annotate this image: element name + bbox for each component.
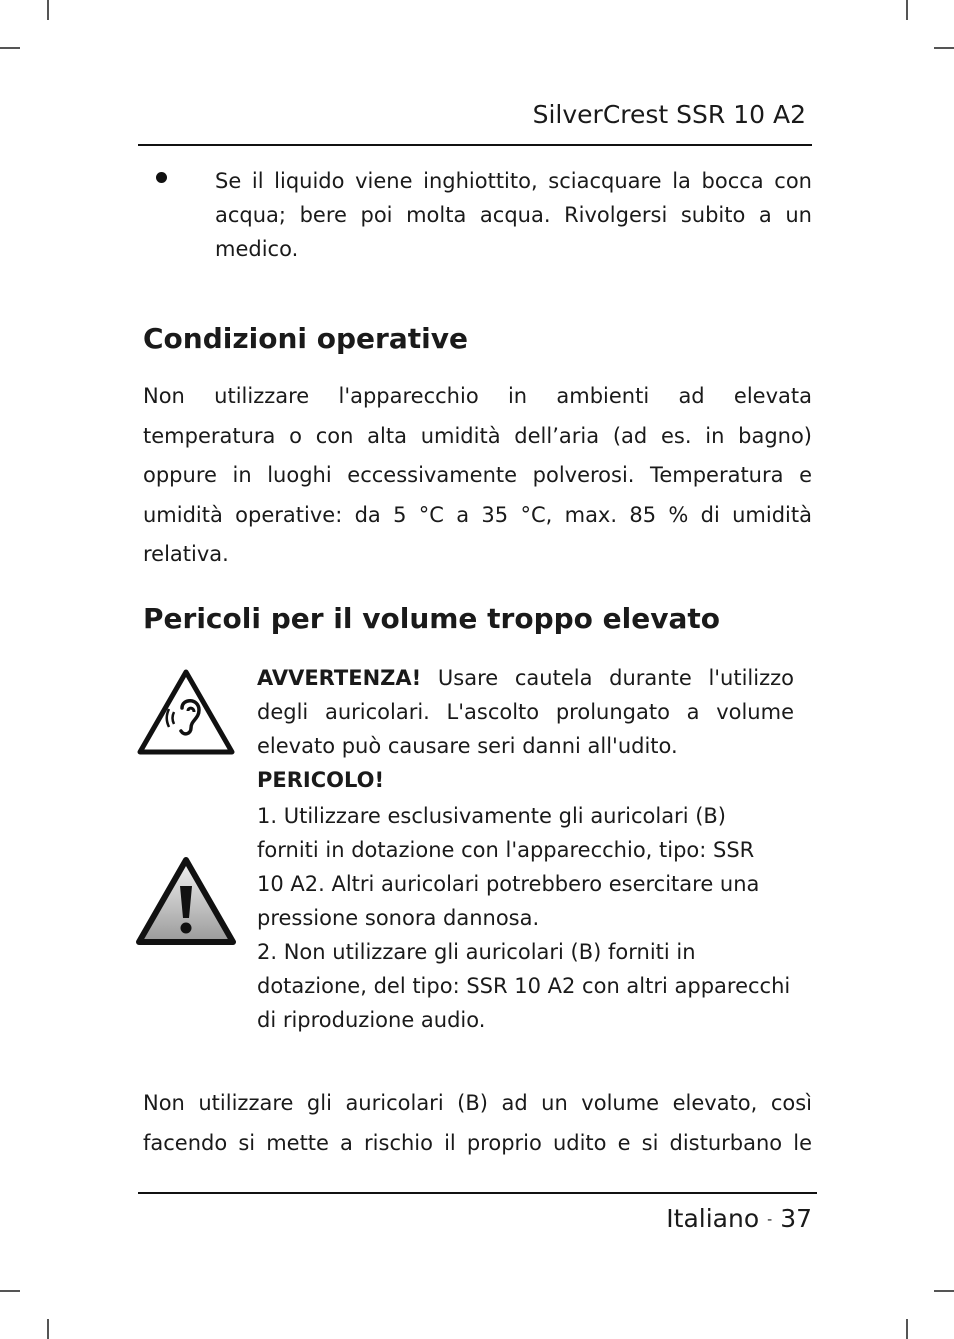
footer-rule [138,1192,817,1194]
bullet-text: Se il liquido viene inghiottito, sciacquare la bocca con acqua; bere poi molta acqua. Rivolgersi subito a un medico. [215,169,812,261]
warning-label: AVVERTENZA! [257,666,422,690]
warning-text: Usare cautela durante l'utilizzo degli auricolari. L'ascolto prolungato a volume elevato può causare seri danni all'udito. [257,666,794,758]
section-heading-conditions: Condizioni operative [143,322,468,355]
crop-mark [906,0,908,20]
crop-mark [0,47,20,49]
footer-language: Italiano [666,1204,760,1233]
footer-separator: - [767,1212,773,1228]
header-rule [138,144,812,146]
danger-label: PERICOLO! [257,768,385,792]
warning-block [257,661,794,763]
danger-item-2: 2. Non utilizzare gli auricolari (B) forniti in dotazione, del tipo: SSR 10 A2 con altri apparecchi di riproduzione audio. [257,940,791,1032]
crop-mark [906,1319,908,1339]
crop-mark [934,1290,954,1292]
bullet-dot [156,172,167,183]
footer [560,1204,812,1233]
danger-item-1: 1. Utilizzare esclusivamente gli auricolari (B) forniti in dotazione con l'apparecchio, tipo: SSR 10 A2. Altri auricolari potrebbero esercitare una pressione sonora dannosa. [257,804,760,930]
ear-warning-icon [137,668,235,756]
crop-mark [47,0,49,20]
crop-mark [0,1290,20,1292]
conditions-paragraph: Non utilizzare l'apparecchio in ambienti ad elevata temperatura o con alta umidità dell’aria (ad es. in bagno) oppure in luoghi eccessivamente polverosi. Temperatura e umidità operative: da 5 °C a 35 °C, max. 85 % di umidità relativa. [143,384,812,566]
page-number: 37 [780,1204,812,1233]
crop-mark [934,47,954,49]
closing-paragraph: Non utilizzare gli auricolari (B) ad un volume elevato, così facendo si mette a rischio il proprio udito e si disturbano le [143,1091,812,1155]
header-title: SilverCrest SSR 10 A2 [532,100,806,129]
section-heading-volume: Pericoli per il volume troppo elevato [143,602,721,635]
crop-mark [47,1319,49,1339]
exclamation-warning-icon [136,856,236,946]
